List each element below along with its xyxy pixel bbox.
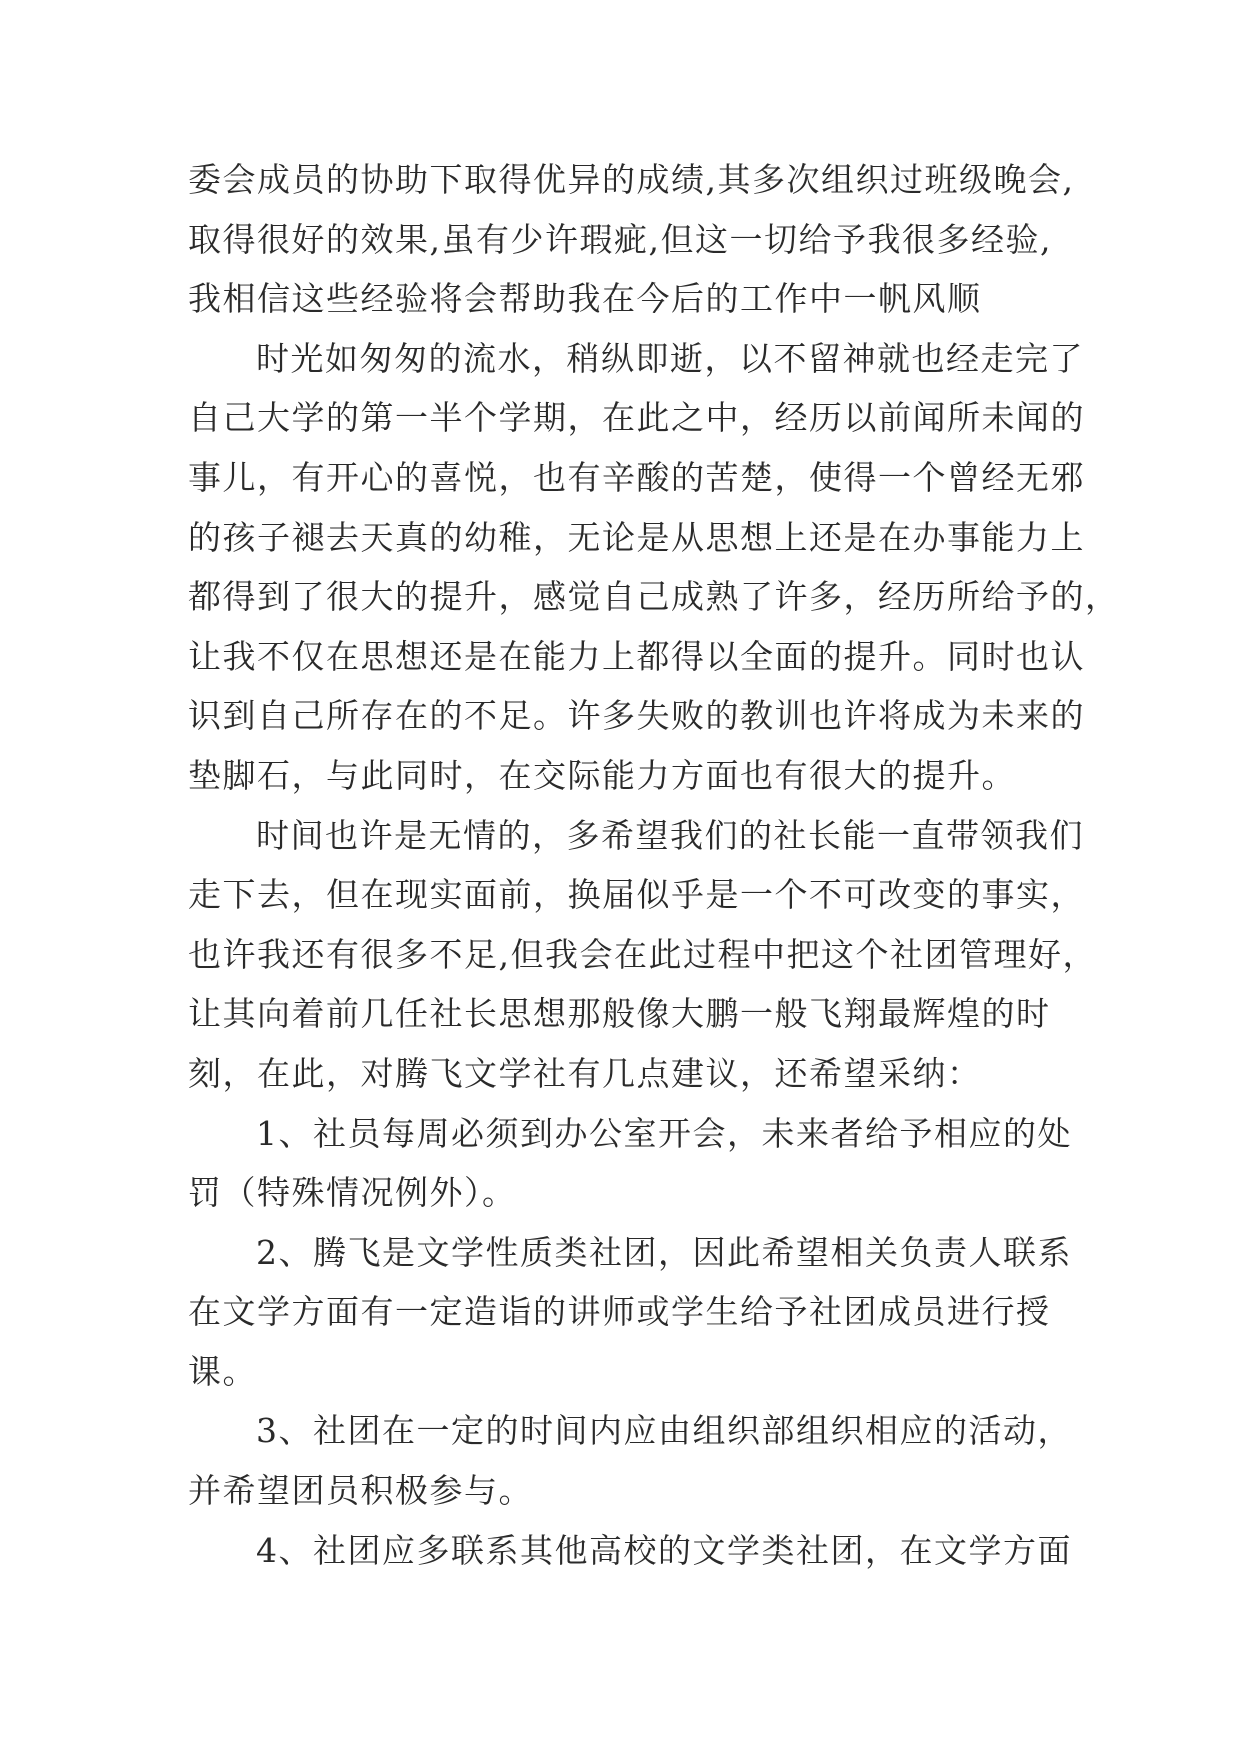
paragraph-start-line: 时间也许是无情的，多希望我们的社长能一直带领我们	[256, 815, 1084, 855]
text-line: 事儿，有开心的喜悦，也有辛酸的苦楚，使得一个曾经无邪	[188, 457, 1085, 497]
text-line: 自己大学的第一半个学期，在此之中，经历以前闻所未闻的	[188, 398, 1085, 438]
text-line: 让我不仅在思想还是在能力上都得以全面的提升。同时也认	[188, 636, 1085, 676]
text-line: 让其向着前几任社长思想那般像大鹏一般飞翔最辉煌的时	[188, 994, 1051, 1034]
text-line: 识到自己所存在的不足。许多失败的教训也许将成为未来的	[188, 696, 1085, 736]
text-line: 我相信这些经验将会帮助我在今后的工作中一帆风顺	[188, 279, 982, 319]
text-line: 垫脚石，与此同时，在交际能力方面也有很大的提升。	[188, 755, 1016, 795]
list-item-line: 2、腾飞是文学性质类社团，因此希望相关负责人联系	[256, 1232, 1072, 1272]
text-line: 罚（特殊情况例外）。	[188, 1173, 517, 1213]
paragraph-start-line: 时光如匆匆的流水，稍纵即逝，以不留神就也经走完了	[256, 338, 1084, 378]
text-line: 都得到了很大的提升，感觉自己成熟了许多，经历所给予的，	[188, 577, 1120, 617]
list-item-line: 4、社团应多联系其他高校的文学类社团，在文学方面	[256, 1530, 1072, 1570]
text-line: 走下去，但在现实面前，换届似乎是一个不可改变的事实，	[188, 875, 1085, 915]
text-line: 委会成员的协助下取得优异的成绩,其多次组织过班级晚会,	[188, 160, 1075, 199]
list-item-line: 1、社员每周必须到办公室开会，未来者给予相应的处	[256, 1113, 1072, 1153]
document-body	[188, 150, 1120, 1580]
text-line: 也许我还有很多不足,但我会在此过程中把这个社团管理好，	[188, 934, 1097, 974]
text-line: 刻，在此，对腾飞文学社有几点建议，还希望采纳：	[188, 1053, 982, 1093]
text-line: 并希望团员积极参与。	[188, 1471, 533, 1511]
text-line: 在文学方面有一定造诣的讲师或学生给予社团成员进行授	[188, 1292, 1051, 1332]
list-item-line: 3、社团在一定的时间内应由组织部组织相应的活动，	[256, 1411, 1072, 1451]
text-line: 课。	[188, 1351, 257, 1391]
text-line: 的孩子褪去天真的幼稚，无论是从思想上还是在办事能力上	[188, 517, 1085, 557]
text-line: 取得很好的效果,虽有少许瑕疵,但这一切给予我很多经验,	[188, 219, 1052, 259]
